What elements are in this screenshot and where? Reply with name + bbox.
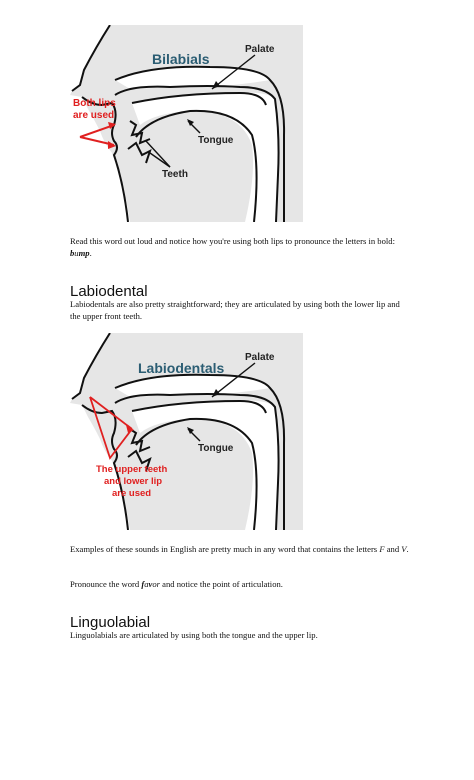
italic-letters: or <box>152 579 161 589</box>
linguolabial-heading: Linguolabial <box>70 614 151 631</box>
bold-letters: mp <box>78 247 90 258</box>
examples-paragraph <box>70 544 410 556</box>
paragraph-end: and notice the point of articulation. <box>160 579 283 589</box>
paragraph-text: Examples of these sounds in English are pretty much in any word that contains the letters <box>70 544 380 554</box>
italic-letter-f: F <box>379 544 385 554</box>
italic-letter: u <box>74 247 79 258</box>
bold-letter: f <box>141 579 145 589</box>
paragraph-text: Read this word out loud and notice how you're using both lips to pronounce the letters in bold: <box>70 236 395 246</box>
labiodental-heading: Labiodental <box>70 283 148 300</box>
italic-letter: a <box>144 579 149 589</box>
pronounce-paragraph <box>70 579 410 591</box>
bilabial-paragraph <box>70 236 410 259</box>
paragraph-text: Pronounce the word <box>70 579 142 589</box>
labiodental-description: Labiodentals are also pretty straightforward; they are articulated by using both the lower lip and the upper front teeth. <box>70 299 400 321</box>
labiodentals-diagram-svg <box>70 333 303 530</box>
tongue-label: Tongue <box>198 135 234 146</box>
callout-line-3: are used <box>112 488 152 499</box>
linguolabial-description: Linguolabials are articulated by using both the tongue and the upper lip. <box>70 630 318 640</box>
bilabials-diagram <box>70 25 303 222</box>
diagram-title: Bilabials <box>152 51 210 67</box>
tongue-label: Tongue <box>198 443 234 454</box>
bilabials-diagram-svg <box>70 25 303 222</box>
palate-label: Palate <box>245 44 275 55</box>
italic-letter-v: V <box>401 544 407 554</box>
callout-line-1: Both lips <box>73 98 116 109</box>
callout-line-2: are used <box>73 110 115 121</box>
teeth-label: Teeth <box>162 169 188 180</box>
paragraph-and: and <box>384 544 402 554</box>
paragraph-end: . <box>89 247 92 258</box>
labiodentals-diagram <box>70 333 303 530</box>
palate-label: Palate <box>245 352 275 363</box>
callout-line-1: The upper teeth <box>96 464 168 475</box>
bold-letter: v <box>148 579 153 589</box>
paragraph-end: . <box>406 544 409 554</box>
diagram-title: Labiodentals <box>138 360 225 376</box>
callout-line-2: and lower lip <box>104 476 163 487</box>
bold-letter: b <box>70 247 75 258</box>
